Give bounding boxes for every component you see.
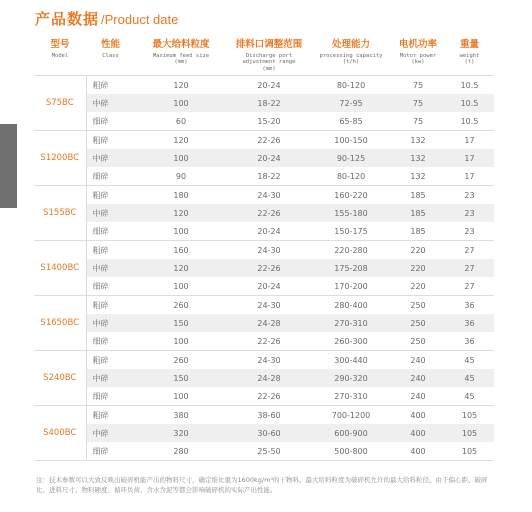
cell-capacity: 100-150 (311, 131, 391, 150)
table-body (34, 76, 494, 461)
cell-model: S240BC (34, 351, 86, 406)
cell-capacity: 600-900 (311, 424, 391, 442)
table-row (34, 76, 494, 95)
cell-model: S155BC (34, 186, 86, 241)
cell-weight: 105 (445, 442, 494, 461)
cell-feed-size: 90 (135, 167, 227, 186)
table-row (34, 222, 494, 241)
table-row (34, 314, 494, 332)
cell-motor-power: 132 (391, 131, 445, 150)
cell-motor-power: 250 (391, 332, 445, 351)
cell-discharge-range: 24-30 (227, 241, 311, 260)
cell-discharge-range: 38-60 (227, 406, 311, 425)
title-cn: 产品数据 (35, 10, 100, 28)
cell-discharge-range: 15-20 (227, 112, 311, 131)
cell-weight: 27 (445, 241, 494, 260)
cell-weight: 27 (445, 277, 494, 296)
cell-motor-power: 250 (391, 314, 445, 332)
cell-class: 粗碎 (86, 406, 135, 425)
cell-discharge-range: 22-26 (227, 204, 311, 222)
cell-weight: 17 (445, 149, 494, 167)
cell-feed-size: 120 (135, 131, 227, 150)
cell-capacity: 90-125 (311, 149, 391, 167)
cell-feed-size: 260 (135, 351, 227, 370)
header-feed-size: 最大给料粒度 Maximum feed size (mm) (135, 38, 227, 76)
table-row (34, 332, 494, 351)
cell-capacity: 220-280 (311, 241, 391, 260)
cell-capacity: 175-208 (311, 259, 391, 277)
cell-discharge-range: 24-28 (227, 314, 311, 332)
cell-feed-size: 100 (135, 332, 227, 351)
cell-discharge-range: 24-30 (227, 296, 311, 315)
cell-discharge-range: 24-28 (227, 369, 311, 387)
footnote: 注：技术参数可以大致反映出破碎机能产出的物料尺寸，确定堆比重为1600kg/m³的干物料。最大给料粒度为破碎机允许的最大给料粒径。由于偏心距、破碎比、进料尺寸、物料硬度、循环负荷、含水含泥等都会影响破碎机的实际产出性能。 (36, 476, 488, 494)
cell-weight: 105 (445, 406, 494, 425)
cell-capacity: 270-310 (311, 314, 391, 332)
cell-motor-power: 75 (391, 112, 445, 131)
cell-class: 细碎 (86, 222, 135, 241)
cell-class: 中碎 (86, 314, 135, 332)
header-discharge-range: 排料口调整范围 Discharge port adjustment range (mm) (227, 38, 311, 76)
cell-class: 粗碎 (86, 186, 135, 205)
table-row (34, 112, 494, 131)
table-row (34, 387, 494, 406)
table-row (34, 259, 494, 277)
cell-class: 中碎 (86, 94, 135, 112)
cell-class: 粗碎 (86, 131, 135, 150)
cell-weight: 23 (445, 204, 494, 222)
cell-motor-power: 132 (391, 149, 445, 167)
cell-capacity: 280-400 (311, 296, 391, 315)
table-row (34, 406, 494, 425)
cell-class: 细碎 (86, 332, 135, 351)
cell-capacity: 700-1200 (311, 406, 391, 425)
cell-capacity: 80-120 (311, 167, 391, 186)
cell-weight: 105 (445, 424, 494, 442)
cell-motor-power: 185 (391, 222, 445, 241)
cell-class: 中碎 (86, 424, 135, 442)
cell-capacity: 500-800 (311, 442, 391, 461)
cell-motor-power: 240 (391, 387, 445, 406)
page-title (35, 8, 178, 28)
cell-feed-size: 60 (135, 112, 227, 131)
cell-class: 细碎 (86, 442, 135, 461)
cell-weight: 45 (445, 369, 494, 387)
cell-capacity: 160-220 (311, 186, 391, 205)
cell-discharge-range: 20-24 (227, 76, 311, 95)
cell-class: 粗碎 (86, 351, 135, 370)
cell-motor-power: 75 (391, 76, 445, 95)
cell-feed-size: 120 (135, 259, 227, 277)
header-class: 性能 Class (86, 38, 135, 76)
cell-motor-power: 400 (391, 442, 445, 461)
table-row (34, 241, 494, 260)
cell-discharge-range: 18-22 (227, 167, 311, 186)
table-row (34, 167, 494, 186)
cell-capacity: 260-300 (311, 332, 391, 351)
cell-model: S1400BC (34, 241, 86, 296)
table-row (34, 186, 494, 205)
cell-class: 细碎 (86, 387, 135, 406)
cell-weight: 10.5 (445, 76, 494, 95)
cell-feed-size: 100 (135, 222, 227, 241)
cell-motor-power: 185 (391, 186, 445, 205)
cell-capacity: 290-320 (311, 369, 391, 387)
table-row (34, 296, 494, 315)
cell-weight: 10.5 (445, 94, 494, 112)
cell-class: 中碎 (86, 149, 135, 167)
cell-weight: 23 (445, 186, 494, 205)
cell-class: 中碎 (86, 259, 135, 277)
table-header-row (34, 38, 494, 76)
table-row (34, 94, 494, 112)
cell-class: 粗碎 (86, 296, 135, 315)
cell-model: S1650BC (34, 296, 86, 351)
table-row (34, 369, 494, 387)
cell-weight: 36 (445, 314, 494, 332)
cell-discharge-range: 20-24 (227, 149, 311, 167)
cell-weight: 45 (445, 351, 494, 370)
cell-class: 中碎 (86, 369, 135, 387)
cell-motor-power: 240 (391, 351, 445, 370)
cell-weight: 10.5 (445, 112, 494, 131)
cell-feed-size: 100 (135, 149, 227, 167)
cell-class: 细碎 (86, 112, 135, 131)
header-capacity: 处理能力 processing capacity (t/h) (311, 38, 391, 76)
cell-model: S1200BC (34, 131, 86, 186)
table-row (34, 442, 494, 461)
cell-weight: 27 (445, 259, 494, 277)
cell-motor-power: 220 (391, 277, 445, 296)
cell-feed-size: 150 (135, 369, 227, 387)
cell-feed-size: 100 (135, 387, 227, 406)
header-weight: 重量 weight (t) (445, 38, 494, 76)
product-data-table (34, 38, 494, 461)
title-en: /Product date (101, 12, 179, 27)
cell-discharge-range: 22-26 (227, 131, 311, 150)
table-row (34, 149, 494, 167)
cell-feed-size: 180 (135, 186, 227, 205)
cell-class: 中碎 (86, 204, 135, 222)
cell-motor-power: 132 (391, 167, 445, 186)
cell-motor-power: 250 (391, 296, 445, 315)
table-row (34, 277, 494, 296)
table-row (34, 424, 494, 442)
cell-motor-power: 400 (391, 406, 445, 425)
cell-motor-power: 185 (391, 204, 445, 222)
cell-feed-size: 100 (135, 277, 227, 296)
cell-discharge-range: 24-30 (227, 351, 311, 370)
cell-feed-size: 260 (135, 296, 227, 315)
cell-feed-size: 160 (135, 241, 227, 260)
cell-discharge-range: 20-24 (227, 277, 311, 296)
cell-feed-size: 380 (135, 406, 227, 425)
cell-feed-size: 320 (135, 424, 227, 442)
cell-discharge-range: 20-24 (227, 222, 311, 241)
cell-feed-size: 280 (135, 442, 227, 461)
cell-weight: 23 (445, 222, 494, 241)
cell-motor-power: 75 (391, 94, 445, 112)
table-row (34, 351, 494, 370)
cell-class: 细碎 (86, 167, 135, 186)
cell-feed-size: 150 (135, 314, 227, 332)
cell-motor-power: 220 (391, 241, 445, 260)
cell-discharge-range: 30-60 (227, 424, 311, 442)
cell-model: S400BC (34, 406, 86, 461)
cell-weight: 45 (445, 387, 494, 406)
cell-weight: 36 (445, 332, 494, 351)
cell-motor-power: 240 (391, 369, 445, 387)
cell-capacity: 150-175 (311, 222, 391, 241)
cell-capacity: 170-200 (311, 277, 391, 296)
cell-weight: 17 (445, 131, 494, 150)
cell-capacity: 80-120 (311, 76, 391, 95)
cell-motor-power: 400 (391, 424, 445, 442)
header-motor-power: 电机功率 Motor power (kw) (391, 38, 445, 76)
cell-feed-size: 120 (135, 76, 227, 95)
cell-discharge-range: 22-26 (227, 259, 311, 277)
cell-class: 粗碎 (86, 241, 135, 260)
cell-discharge-range: 18-22 (227, 94, 311, 112)
cell-feed-size: 100 (135, 94, 227, 112)
cell-weight: 17 (445, 167, 494, 186)
header-model: 型号 Model (34, 38, 86, 76)
cell-capacity: 300-440 (311, 351, 391, 370)
cell-class: 细碎 (86, 277, 135, 296)
cell-discharge-range: 25-50 (227, 442, 311, 461)
cell-capacity: 155-180 (311, 204, 391, 222)
table-row (34, 204, 494, 222)
cell-capacity: 65-85 (311, 112, 391, 131)
cell-capacity: 72-95 (311, 94, 391, 112)
cell-discharge-range: 22-26 (227, 387, 311, 406)
cell-feed-size: 120 (135, 204, 227, 222)
cell-weight: 36 (445, 296, 494, 315)
side-tab[interactable] (0, 124, 17, 208)
table-row (34, 131, 494, 150)
cell-discharge-range: 22-26 (227, 332, 311, 351)
cell-discharge-range: 24-30 (227, 186, 311, 205)
cell-model: S75BC (34, 76, 86, 131)
cell-capacity: 270-310 (311, 387, 391, 406)
cell-motor-power: 220 (391, 259, 445, 277)
cell-class: 粗碎 (86, 76, 135, 95)
